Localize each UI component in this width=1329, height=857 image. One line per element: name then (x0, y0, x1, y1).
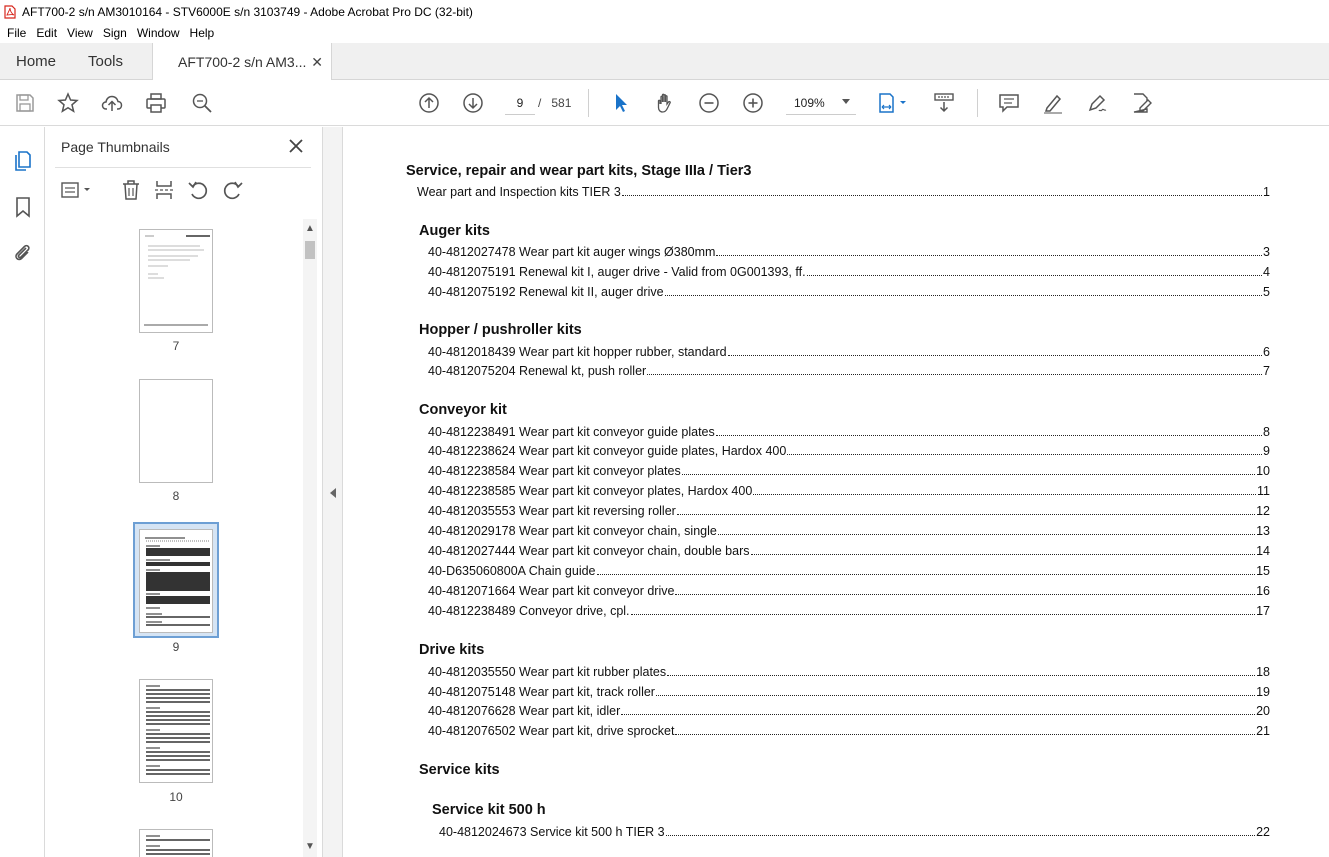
toc-entry[interactable]: 40-4812027444 Wear part kit conveyor chain, double bars 14 (428, 544, 1270, 558)
sign-pen-icon[interactable] (1085, 91, 1109, 115)
document-view (344, 127, 1329, 857)
comment-icon[interactable] (997, 91, 1021, 115)
thumbnail-page-10[interactable] (139, 679, 213, 783)
total-pages: 581 (551, 96, 572, 110)
rotate-counterclockwise-icon[interactable] (187, 179, 209, 201)
window-title: AFT700-2 s/n AM3010164 - STV6000E s/n 3103749 - Adobe Acrobat Pro DC (32-bit) (22, 4, 473, 19)
zoom-search-icon[interactable] (190, 91, 214, 115)
toc-entry[interactable]: 40-4812024673 Service kit 500 h TIER 3 22 (439, 825, 1270, 839)
section-heading: Conveyor kit (419, 402, 507, 418)
toc-entry[interactable]: 40-4812018439 Wear part kit hopper rubber, standard 6 (428, 345, 1270, 359)
bookmarks-icon[interactable] (11, 195, 35, 219)
thumbnail-options-icon[interactable] (60, 179, 94, 201)
next-page-icon[interactable] (461, 91, 485, 115)
save-icon[interactable] (13, 91, 37, 115)
zoom-out-icon[interactable] (697, 91, 721, 115)
close-tab-icon[interactable]: ✕ (311, 53, 323, 70)
panel-collapse-gutter[interactable] (323, 127, 343, 857)
thumbnail-page-8[interactable] (139, 379, 213, 483)
previous-page-icon[interactable] (417, 91, 441, 115)
zoom-select[interactable] (786, 91, 856, 115)
menu-view[interactable]: View (67, 26, 93, 40)
chevron-down-icon (842, 99, 850, 104)
subsection-heading: Service kit 500 h (432, 802, 546, 818)
fit-page-icon[interactable] (876, 91, 912, 115)
page-number-input[interactable] (505, 91, 535, 115)
section-heading: Service kits (419, 762, 500, 778)
toc-entry[interactable]: 40-D635060800A Chain guide 15 (428, 564, 1270, 578)
toc-entry[interactable]: 40-4812035553 Wear part kit reversing roller 12 (428, 504, 1270, 518)
insert-page-icon[interactable] (153, 179, 175, 201)
tab-tools[interactable]: Tools (88, 53, 124, 70)
title-bar (0, 0, 1329, 23)
toc-entry[interactable]: 40-4812238489 Conveyor drive, cpl. 17 (428, 604, 1270, 618)
acrobat-logo-icon (4, 5, 16, 19)
page-thumbnails-panel (45, 127, 323, 857)
print-icon[interactable] (144, 91, 168, 115)
menu-edit[interactable]: Edit (36, 26, 58, 40)
close-panel-icon[interactable] (288, 138, 304, 154)
toc-entry[interactable]: 40-4812029178 Wear part kit conveyor chain, single 13 (428, 524, 1270, 538)
thumbnail-list (55, 219, 305, 857)
scroll-down-icon[interactable]: ▼ (305, 841, 315, 852)
delete-page-icon[interactable] (120, 179, 142, 201)
toc-entry[interactable]: 40-4812238585 Wear part kit conveyor plates, Hardox 400 11 (428, 484, 1270, 498)
toc-entry[interactable]: 40-4812075191 Renewal kit I, auger drive - Valid from 0G001393, ff. 4 (428, 265, 1270, 279)
tab-bar (0, 43, 1329, 80)
thumbnail-scrollbar[interactable] (303, 219, 317, 857)
toc-entry[interactable]: 40-4812071664 Wear part kit conveyor drive 16 (428, 584, 1270, 598)
scroll-up-icon[interactable]: ▲ (305, 223, 315, 234)
toc-entry[interactable]: 40-4812076628 Wear part kit, idler 20 (428, 704, 1270, 718)
thumbnail-page-11[interactable] (139, 829, 213, 857)
toc-entry[interactable]: 40-4812075204 Renewal kt, push roller 7 (428, 364, 1270, 378)
hand-tool-icon[interactable] (653, 91, 677, 115)
thumbnail-label: 9 (172, 640, 180, 654)
section-heading: Hopper / pushroller kits (419, 322, 582, 338)
thumbnail-label: 7 (172, 339, 180, 353)
toc-entry[interactable]: 40-4812238584 Wear part kit conveyor plates 10 (428, 464, 1270, 478)
menu-sign[interactable]: Sign (102, 26, 127, 40)
highlight-pen-icon[interactable] (1041, 91, 1065, 115)
toc-entry[interactable]: 40-4812035550 Wear part kit rubber plates 18 (428, 665, 1270, 679)
menu-help[interactable]: Help (189, 26, 215, 40)
edit-document-icon[interactable] (1129, 91, 1153, 115)
scrollbar-thumb[interactable] (305, 241, 315, 259)
scroll-mode-icon[interactable] (932, 91, 956, 115)
thumbnail-page-7[interactable] (139, 229, 213, 333)
section-heading: Drive kits (419, 642, 485, 658)
toolbar (0, 80, 1329, 126)
toc-entry[interactable]: 40-4812075192 Renewal kit II, auger drive 5 (428, 285, 1270, 299)
tab-home[interactable]: Home (16, 53, 57, 70)
bookmark-star-icon[interactable] (56, 91, 80, 115)
document-title: Service, repair and wear part kits, Stage IIIa / Tier3 (406, 163, 752, 179)
menu-file[interactable]: File (7, 26, 27, 40)
panel-title: Page Thumbnails (61, 139, 170, 155)
menu-bar (0, 23, 1329, 43)
thumbnail-page-9[interactable] (139, 529, 213, 633)
toc-entry[interactable]: 40-4812076502 Wear part kit, drive sprocket 21 (428, 724, 1270, 738)
zoom-value: 109% (794, 95, 825, 110)
toc-entry[interactable]: Wear part and Inspection kits TIER 3 1 (417, 185, 1270, 199)
navigation-rail (0, 127, 45, 857)
toc-entry[interactable]: 40-4812027478 Wear part kit auger wings Ø380mm 3 (428, 245, 1270, 259)
tab-document-label: AFT700-2 s/n AM3... (178, 54, 307, 70)
rotate-clockwise-icon[interactable] (222, 179, 244, 201)
thumbnail-label: 10 (169, 790, 183, 804)
toc-entry[interactable]: 40-4812238624 Wear part kit conveyor guide plates, Hardox 400 9 (428, 444, 1270, 458)
toc-entry[interactable]: 40-4812075148 Wear part kit, track roller 19 (428, 685, 1270, 699)
collapse-arrow-icon[interactable] (330, 488, 336, 498)
zoom-in-icon[interactable] (741, 91, 765, 115)
section-heading: Auger kits (419, 223, 490, 239)
page-thumbnails-icon[interactable] (11, 147, 35, 171)
menu-window[interactable]: Window (136, 26, 180, 40)
tab-document[interactable] (152, 43, 332, 81)
attachments-icon[interactable] (11, 241, 35, 265)
upload-cloud-icon[interactable] (100, 91, 124, 115)
page-count: / 581 (538, 96, 572, 110)
select-cursor-icon[interactable] (609, 91, 633, 115)
thumbnail-label: 8 (172, 489, 180, 503)
toc-entry[interactable]: 40-4812238491 Wear part kit conveyor guide plates 8 (428, 425, 1270, 439)
